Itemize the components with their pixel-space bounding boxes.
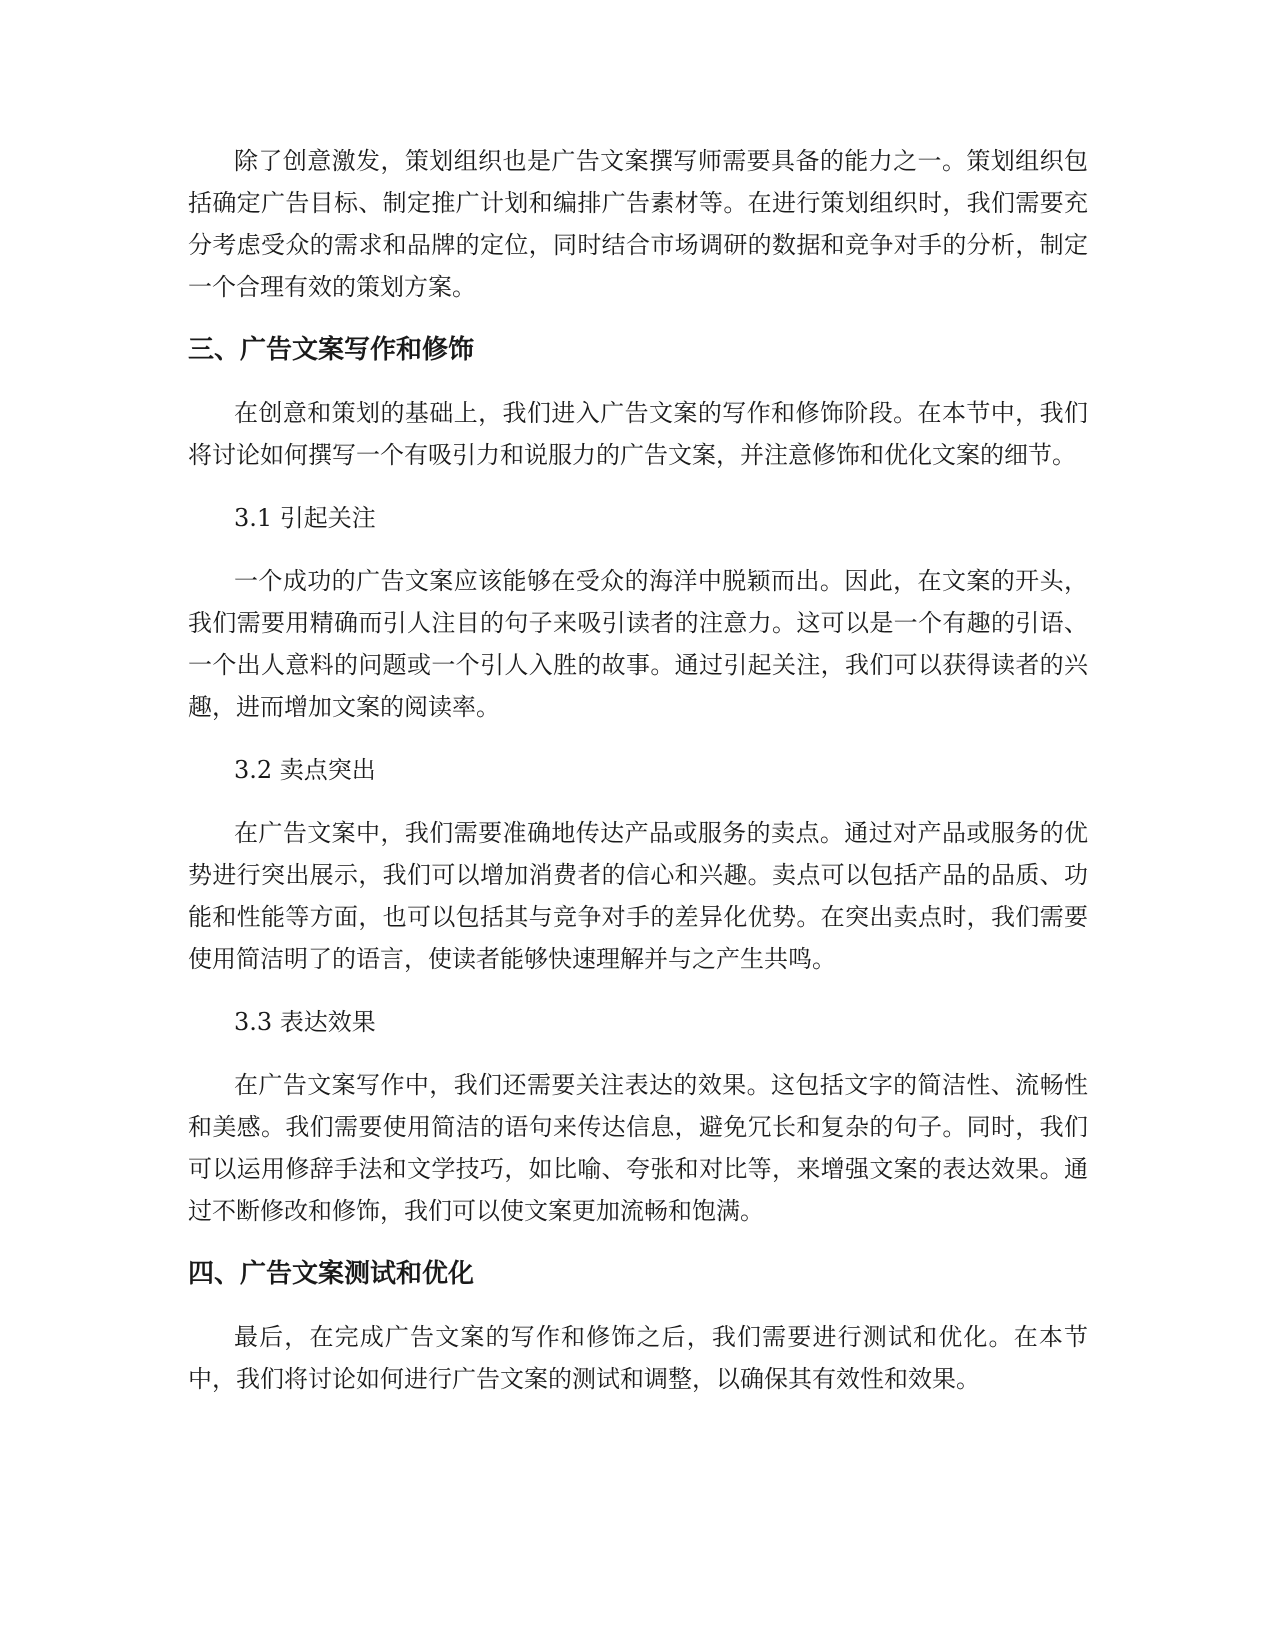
paragraph-selling-points: 在广告文案中，我们需要准确地传达产品或服务的卖点。通过对产品或服务的优势进行突出展示，我们可以增加消费者的信心和兴趣。卖点可以包括产品的品质、功能和性能等方面，也可以包括其与竞争对手的差异化优势。在突出卖点时，我们需要使用简洁明了的语言，使读者能够快速理解并与之产生共鸣。: [188, 819, 1088, 973]
subheading-attention: 3.1 引起关注: [234, 504, 376, 532]
section-heading-testing: 四、广告文案测试和优化: [188, 1259, 475, 1289]
subheading-selling-points: 3.2 卖点突出: [234, 756, 376, 784]
paragraph-planning: 除了创意激发，策划组织也是广告文案撰写师需要具备的能力之一。策划组织包括确定广告目标、制定推广计划和编排广告素材等。在进行策划组织时，我们需要充分考虑受众的需求和品牌的定位，同时结合市场调研的数据和竞争对手的分析，制定一个合理有效的策划方案。: [188, 147, 1088, 301]
paragraph-attention: 一个成功的广告文案应该能够在受众的海洋中脱颖而出。因此，在文案的开头，我们需要用精确而引人注目的句子来吸引读者的注意力。这可以是一个有趣的引语、一个出人意料的问题或一个引人入胜的故事。通过引起关注，我们可以获得读者的兴趣，进而增加文案的阅读率。: [188, 567, 1088, 721]
section-heading-writing: 三、广告文案写作和修饰: [188, 335, 475, 365]
paragraph-expression: 在广告文案写作中，我们还需要关注表达的效果。这包括文字的简洁性、流畅性和美感。我们需要使用简洁的语句来传达信息，避免冗长和复杂的句子。同时，我们可以运用修辞手法和文学技巧，如比喻、夸张和对比等，来增强文案的表达效果。通过不断修改和修饰，我们可以使文案更加流畅和饱满。: [188, 1071, 1088, 1225]
paragraph-writing-intro: 在创意和策划的基础上，我们进入广告文案的写作和修饰阶段。在本节中，我们将讨论如何撰写一个有吸引力和说服力的广告文案，并注意修饰和优化文案的细节。: [188, 399, 1088, 469]
paragraph-testing-intro: 最后，在完成广告文案的写作和修饰之后，我们需要进行测试和优化。在本节中，我们将讨论如何进行广告文案的测试和调整，以确保其有效性和效果。: [188, 1323, 1088, 1393]
subheading-expression: 3.3 表达效果: [234, 1008, 376, 1036]
document-content: [188, 140, 1088, 1421]
